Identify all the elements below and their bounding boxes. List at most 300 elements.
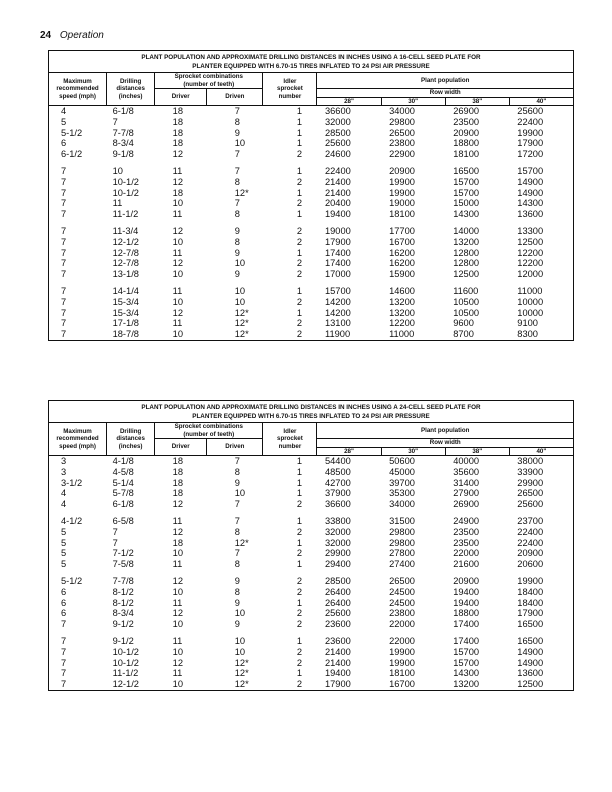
distance-cell: 9-1/2: [112, 635, 134, 646]
pop-40-cell: 18400: [517, 586, 544, 597]
table-row: [49, 237, 574, 248]
pop-40-cell: 14900: [517, 176, 544, 187]
driven-cell: 12*: [234, 657, 249, 668]
driven-cell: 12*: [234, 668, 249, 679]
pop-30-cell: 22900: [389, 149, 415, 160]
pop-28-cell: 14200: [324, 296, 351, 307]
driver-cell: 12: [172, 258, 184, 269]
header-text: (number of teeth): [183, 430, 235, 438]
driver-cell: 12: [172, 225, 184, 236]
driver-cell: 12: [172, 149, 184, 160]
distance-cell: 10: [112, 165, 123, 176]
table-row: [49, 679, 574, 690]
pop-38-cell: 23500: [453, 116, 480, 127]
caption-line: PLANT POPULATION AND APPROXIMATE DRILLING DISTANCES IN INCHES USING A 24-CELL SEED PLATE FOR: [141, 404, 481, 411]
pop-38-cell: 15000: [453, 198, 480, 209]
table-row: [49, 658, 574, 669]
idler-cell: 2: [296, 608, 303, 619]
driven-cell: 7: [234, 548, 240, 559]
pop-30-cell: 27400: [389, 559, 415, 570]
idler-cell: 2: [296, 646, 303, 657]
table-row: [49, 226, 574, 237]
driver-cell: 11: [172, 247, 183, 258]
distance-cell: 12-7/8: [112, 258, 139, 269]
speed-cell: 7: [61, 668, 67, 679]
driver-cell: 11: [172, 635, 183, 646]
pop-38-cell: 31400: [453, 477, 480, 488]
table-row: [49, 166, 574, 177]
row-width-header: Row width: [317, 439, 574, 448]
pop-40-cell: 19900: [517, 575, 544, 586]
table-row: [49, 209, 574, 220]
pop-38-cell: 22000: [453, 548, 480, 559]
pop-40-cell: 22400: [517, 526, 544, 537]
pop-40-cell: 33900: [517, 466, 544, 477]
caption-line: PLANTER EQUIPPED WITH 6.70-15 TIRES INFLATED TO 24 PSI AIR PRESSURE: [192, 63, 430, 70]
pop-30-cell: 13200: [389, 296, 415, 307]
table-row: [49, 318, 574, 329]
header-text: number: [278, 92, 302, 100]
distance-cell: 17-1/8: [112, 318, 139, 329]
speed-cell: 7: [61, 329, 67, 340]
speed-cell: 5: [61, 537, 67, 548]
driver-cell: 10: [172, 269, 184, 280]
pop-38-cell: 40000: [453, 456, 480, 466]
table-row: [49, 598, 574, 609]
speed-cell: 7: [61, 679, 67, 690]
pop-40-cell: 10000: [517, 307, 544, 318]
table-row: [49, 467, 574, 478]
idler-cell: 2: [296, 318, 303, 329]
pop-30-cell: 16700: [389, 679, 415, 690]
pop-40-cell: 17900: [517, 138, 544, 149]
driver-cell: 18: [172, 488, 184, 499]
pop-38-cell: 18100: [453, 149, 480, 160]
distance-cell: 10-1/2: [112, 646, 139, 657]
pop-28-cell: 17400: [324, 247, 351, 258]
driver-cell: 12: [172, 608, 184, 619]
pop-38-cell: 23500: [453, 537, 480, 548]
pop-40-cell: 12000: [517, 269, 544, 280]
driven-cell: 10: [234, 608, 246, 619]
idler-cell: 2: [296, 526, 303, 537]
pop-28-cell: 17900: [324, 236, 351, 247]
pop-28-cell: 48500: [324, 466, 351, 477]
table-row: [49, 647, 574, 658]
pop-28-cell: 21400: [324, 657, 351, 668]
pop-30-cell: 31500: [389, 515, 415, 526]
pop-28-cell: 14200: [324, 307, 351, 318]
driven-cell: 10: [234, 646, 246, 657]
idler-cell: 2: [296, 679, 303, 690]
speed-cell: 7: [61, 209, 67, 220]
pop-40-cell: 16500: [517, 619, 544, 630]
pop-30-cell: 15900: [389, 269, 415, 280]
pop-28-cell: 29400: [324, 559, 351, 570]
driven-cell: 12*: [234, 187, 249, 198]
pop-28-cell: 11900: [324, 329, 351, 340]
pop-30-cell: 18100: [389, 668, 415, 679]
distance-header: [107, 73, 155, 106]
pop-40-cell: 20900: [517, 548, 544, 559]
speed-cell: 7: [61, 318, 67, 329]
driver-cell: 10: [172, 646, 184, 657]
distance-cell: 11-3/4: [112, 225, 139, 236]
pop-30-cell: 16200: [389, 247, 415, 258]
driver-cell: 12: [172, 657, 184, 668]
row-width-header: Row width: [317, 89, 574, 98]
pop-40-cell: 23700: [517, 515, 544, 526]
pop-38-cell: 24900: [453, 515, 480, 526]
pop-38-cell: 20900: [453, 127, 480, 138]
pop-30-cell: 23800: [389, 608, 415, 619]
table-row: [49, 188, 574, 199]
driver-cell: 18: [172, 477, 184, 488]
pop-30-cell: 34000: [389, 499, 415, 510]
idler-cell: 1: [296, 635, 303, 646]
distance-cell: 7-7/8: [112, 127, 134, 138]
pop-40-cell: 22400: [517, 116, 544, 127]
idler-cell: 1: [296, 127, 303, 138]
distance-cell: 6-5/8: [112, 515, 134, 526]
distance-cell: 11: [112, 198, 123, 209]
distance-cell: 18-7/8: [112, 329, 139, 340]
table-row: [49, 499, 574, 510]
speed-cell: 5: [61, 526, 67, 537]
driver-cell: 10: [172, 679, 184, 690]
header-text: Maximum: [63, 427, 92, 435]
driver-cell: 18: [172, 537, 184, 548]
header-text: Idler: [283, 427, 297, 435]
pop-30-cell: 34000: [389, 106, 415, 116]
driven-cell: 10: [234, 285, 246, 296]
table-row: [49, 456, 574, 467]
table-row: [49, 128, 574, 139]
speed-cell: 7: [61, 619, 67, 630]
idler-cell: 2: [296, 198, 303, 209]
idler-cell: 1: [296, 597, 303, 608]
distance-cell: 4-1/8: [112, 456, 134, 466]
driven-cell: 10: [234, 488, 246, 499]
pop-30-cell: 26500: [389, 127, 415, 138]
driven-cell: 7: [234, 515, 240, 526]
pop-38-cell: 14000: [453, 225, 480, 236]
driven-cell: 12*: [234, 679, 249, 690]
pop-28-cell: 22400: [324, 165, 351, 176]
idler-cell: 1: [296, 307, 303, 318]
speed-cell: 7: [61, 646, 67, 657]
table-row: [49, 576, 574, 587]
pop-28-cell: 23600: [324, 619, 351, 630]
pop-38-cell: 16500: [453, 165, 480, 176]
pop-30-cell: 14600: [389, 285, 415, 296]
pop-30-cell: 12200: [389, 318, 415, 329]
pop-28-cell: 21400: [324, 646, 351, 657]
driven-cell: 7: [234, 106, 240, 116]
header-text: recommended: [56, 435, 99, 443]
idler-cell: 1: [296, 537, 303, 548]
driver-cell: 10: [172, 198, 184, 209]
speed-cell: 6-1/2: [61, 149, 83, 160]
pop-40-cell: 18400: [517, 597, 544, 608]
driven-cell: 9: [234, 127, 240, 138]
table-row: [49, 106, 574, 117]
distance-cell: 4-5/8: [112, 466, 134, 477]
idler-cell: 2: [296, 575, 303, 586]
idler-cell: 1: [296, 668, 303, 679]
pop-38-cell: 13200: [453, 679, 480, 690]
pop-38-cell: 9600: [453, 318, 474, 329]
distance-cell: 5-1/4: [112, 477, 134, 488]
header-text: speed (mph): [59, 92, 96, 100]
idler-cell: 1: [296, 466, 303, 477]
pop-38-cell: 15700: [453, 657, 480, 668]
driver-cell: 10: [172, 586, 184, 597]
pop-28-cell: 19400: [324, 209, 351, 220]
driven-cell: 10: [234, 296, 246, 307]
driven-cell: 7: [234, 456, 240, 466]
row-width-3-header: 40": [509, 447, 573, 456]
table-body: [49, 106, 574, 341]
pop-40-cell: 13300: [517, 225, 544, 236]
pop-28-cell: 32000: [324, 537, 351, 548]
pop-38-cell: 12800: [453, 247, 480, 258]
pop-28-cell: 19000: [324, 225, 351, 236]
pop-30-cell: 26500: [389, 575, 415, 586]
idler-cell: 2: [296, 236, 303, 247]
pop-30-cell: 20900: [389, 165, 415, 176]
population-header: Plant population: [317, 73, 574, 89]
table-row: [49, 258, 574, 269]
driver-cell: 11: [172, 209, 183, 220]
pop-38-cell: 27900: [453, 488, 480, 499]
pop-30-cell: 13200: [389, 307, 415, 318]
pop-28-cell: 28500: [324, 127, 351, 138]
pop-40-cell: 26500: [517, 488, 544, 499]
row-width-0-header: 28": [317, 447, 381, 456]
pop-40-cell: 15700: [517, 165, 544, 176]
driven-cell: 7: [234, 149, 240, 160]
pop-38-cell: 17400: [453, 635, 480, 646]
idler-cell: 2: [296, 619, 303, 630]
speed-cell: 3: [61, 466, 67, 477]
idler-cell: 1: [296, 456, 303, 466]
pop-30-cell: 35300: [389, 488, 415, 499]
speed-cell: 5: [61, 548, 67, 559]
idler-cell: 2: [296, 258, 303, 269]
table-caption: [48, 50, 574, 72]
distance-cell: 12-7/8: [112, 247, 139, 258]
distance-cell: 8-1/2: [112, 586, 134, 597]
distance-header: [107, 423, 155, 456]
pop-40-cell: 19900: [517, 127, 544, 138]
distance-cell: 6-1/8: [112, 499, 134, 510]
pop-38-cell: 10500: [453, 307, 480, 318]
speed-cell: 7: [61, 269, 67, 280]
idler-cell: 2: [296, 225, 303, 236]
driven-cell: 9: [234, 225, 240, 236]
driven-cell: 8: [234, 526, 240, 537]
driver-cell: 11: [172, 597, 183, 608]
caption-line: PLANT POPULATION AND APPROXIMATE DRILLING DISTANCES IN INCHES USING A 16-CELL SEED PLATE FOR: [141, 54, 481, 61]
driver-cell: 10: [172, 329, 184, 340]
pop-28-cell: 13100: [324, 318, 351, 329]
seed-plate-16-cell-table: [48, 50, 574, 341]
table-row: [49, 668, 574, 679]
driven-cell: 10: [234, 258, 246, 269]
distance-cell: 10-1/2: [112, 187, 139, 198]
pop-28-cell: 17400: [324, 258, 351, 269]
pop-28-cell: 33800: [324, 515, 351, 526]
pop-28-cell: 36600: [324, 106, 351, 116]
table-row: [49, 329, 574, 340]
pop-28-cell: 54400: [324, 456, 351, 466]
driver-cell: 11: [172, 318, 183, 329]
pop-28-cell: 37900: [324, 488, 351, 499]
idler-cell: 2: [296, 296, 303, 307]
pop-30-cell: 45000: [389, 466, 415, 477]
pop-30-cell: 11000: [389, 329, 415, 340]
driver-cell: 12: [172, 176, 184, 187]
table-row: [49, 138, 574, 149]
table-row: [49, 269, 574, 280]
speed-cell: 4: [61, 499, 67, 510]
pop-28-cell: 21400: [324, 187, 351, 198]
pop-28-cell: 17000: [324, 269, 351, 280]
driver-cell: 11: [172, 285, 183, 296]
data-table: [48, 72, 574, 341]
driver-cell: 11: [172, 165, 183, 176]
pop-38-cell: 12800: [453, 258, 480, 269]
pop-30-cell: 23800: [389, 138, 415, 149]
distance-cell: 14-1/4: [112, 285, 139, 296]
distance-cell: 7-1/2: [112, 548, 134, 559]
sprocket-header: [155, 423, 263, 439]
speed-cell: 3: [61, 456, 67, 466]
driven-cell: 9: [234, 247, 240, 258]
table-caption: [48, 400, 574, 422]
pop-30-cell: 39700: [389, 477, 415, 488]
driven-cell: 7: [234, 499, 240, 510]
driver-cell: 11: [172, 668, 183, 679]
distance-cell: 13-1/8: [112, 269, 139, 280]
caption-line: PLANTER EQUIPPED WITH 6.70-15 TIRES INFLATED TO 24 PSI AIR PRESSURE: [192, 413, 430, 420]
driven-cell: 7: [234, 165, 240, 176]
driver-cell: 18: [172, 138, 184, 149]
pop-40-cell: 29900: [517, 477, 544, 488]
driven-cell: 8: [234, 559, 240, 570]
pop-30-cell: 19900: [389, 657, 415, 668]
speed-cell: 5: [61, 559, 67, 570]
header-text: distances: [116, 435, 145, 443]
table-row: [49, 527, 574, 538]
data-table: [48, 422, 574, 691]
header-text: number: [278, 442, 302, 450]
page-header: [40, 30, 104, 41]
pop-38-cell: 15700: [453, 187, 480, 198]
speed-cell: 5-1/2: [61, 575, 83, 586]
pop-30-cell: 24500: [389, 586, 415, 597]
pop-28-cell: 19400: [324, 668, 351, 679]
distance-cell: 10-1/2: [112, 176, 139, 187]
table-header: [49, 73, 574, 106]
driver-cell: 10: [172, 548, 184, 559]
pop-30-cell: 29800: [389, 537, 415, 548]
speed-cell: 7: [61, 296, 67, 307]
speed-cell: 7: [61, 307, 67, 318]
speed-cell: 7: [61, 236, 67, 247]
idler-cell: 1: [296, 209, 303, 220]
driven-cell: 8: [234, 116, 240, 127]
header-text: sprocket: [277, 435, 303, 443]
idler-cell: 1: [296, 477, 303, 488]
driver-cell: 18: [172, 106, 184, 116]
pop-40-cell: 17900: [517, 608, 544, 619]
driven-cell: 12*: [234, 318, 249, 329]
pop-40-cell: 14900: [517, 187, 544, 198]
distance-cell: 9-1/8: [112, 149, 134, 160]
speed-cell: 7: [61, 285, 67, 296]
pop-28-cell: 15700: [324, 285, 351, 296]
pop-38-cell: 19400: [453, 586, 480, 597]
idler-cell: 1: [296, 488, 303, 499]
row-width-1-header: 30": [381, 447, 445, 456]
row-width-3-header: 40": [509, 97, 573, 106]
speed-cell: 6: [61, 597, 67, 608]
speed-cell: 5: [61, 116, 67, 127]
driver-cell: 10: [172, 619, 184, 630]
driven-cell: 9: [234, 597, 240, 608]
idler-header: [263, 423, 317, 456]
distance-cell: 6-1/8: [112, 106, 134, 116]
driven-cell: 8: [234, 466, 240, 477]
idler-cell: 2: [296, 176, 303, 187]
pop-30-cell: 19000: [389, 198, 415, 209]
pop-30-cell: 19900: [389, 646, 415, 657]
pop-28-cell: 26400: [324, 586, 351, 597]
speed-cell: 3-1/2: [61, 477, 83, 488]
pop-40-cell: 11000: [517, 285, 543, 296]
pop-40-cell: 12500: [517, 679, 544, 690]
header-text: recommended: [56, 85, 99, 93]
pop-30-cell: 22000: [389, 619, 415, 630]
pop-40-cell: 16500: [517, 635, 544, 646]
distance-cell: 12-1/2: [112, 679, 139, 690]
pop-38-cell: 26900: [453, 499, 480, 510]
driven-cell: 9: [234, 477, 240, 488]
driven-cell: 10: [234, 138, 246, 149]
table-row: [49, 636, 574, 647]
pop-28-cell: 42700: [324, 477, 351, 488]
table-row: [49, 608, 574, 619]
distance-cell: 7-5/8: [112, 559, 134, 570]
table-row: [49, 308, 574, 319]
driven-cell: 8: [234, 586, 240, 597]
speed-cell: 7: [61, 635, 67, 646]
row-width-2-header: 38": [445, 97, 509, 106]
pop-30-cell: 29800: [389, 526, 415, 537]
table-row: [49, 177, 574, 188]
speed-header: [49, 73, 107, 106]
pop-40-cell: 17200: [517, 149, 544, 160]
table-row: [49, 117, 574, 128]
pop-38-cell: 18800: [453, 608, 480, 619]
driven-header: Driven: [207, 439, 263, 456]
driver-cell: 10: [172, 236, 184, 247]
pop-30-cell: 27800: [389, 548, 415, 559]
pop-40-cell: 25600: [517, 499, 544, 510]
table-row: [49, 198, 574, 209]
